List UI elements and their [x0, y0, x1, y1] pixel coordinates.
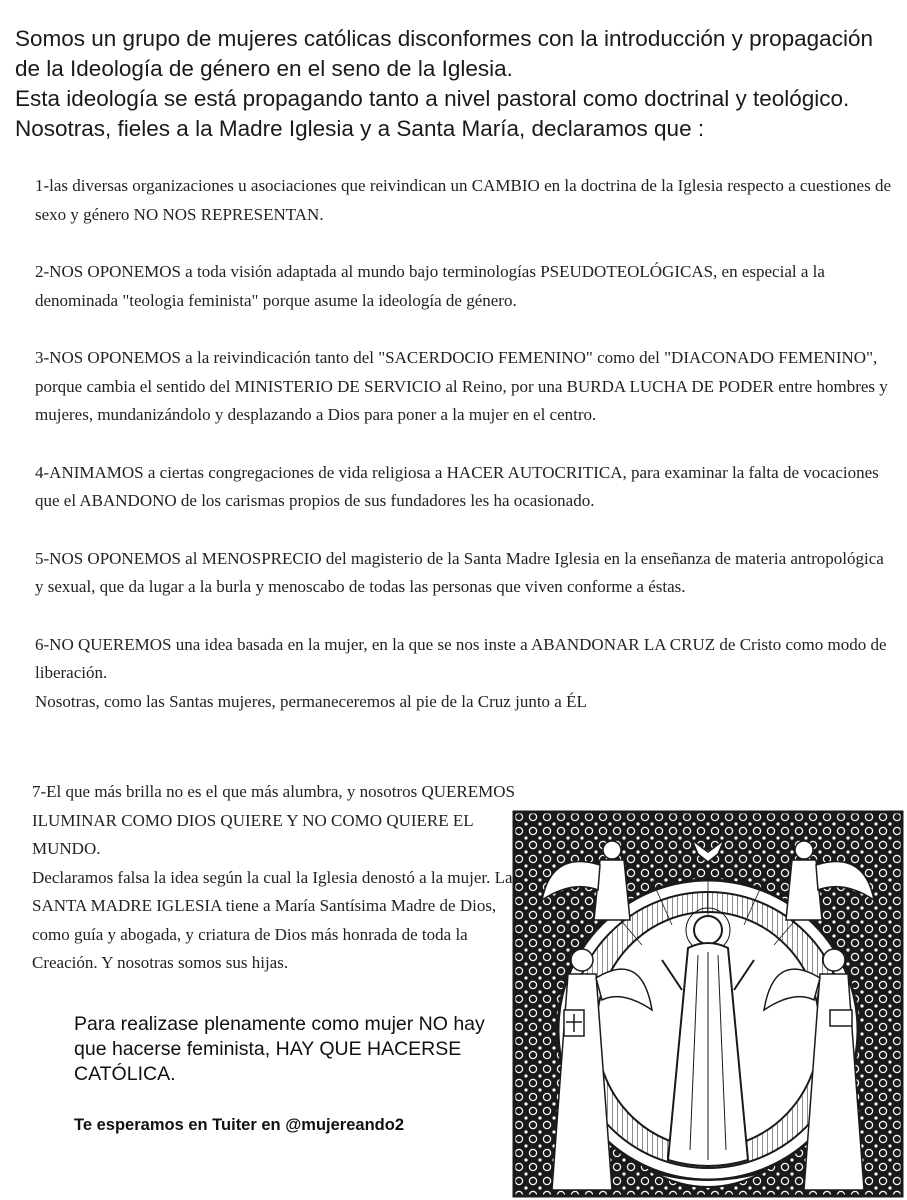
point-3: 3-NOS OPONEMOS a la reivindicación tanto del "SACERDOCIO FEMENINO" como del "DIACONADO FEMENINO", porque cambia el sentido del MINISTERIO DE SERVICIO al Reino, por una BURDA LUCHA DE PODER entre hombres y mujeres, mundanizándolo y desplazando a Dios para poner a la mujer en el centro. — [35, 348, 888, 424]
point-6-extra: Nosotras, como las Santas mujeres, permaneceremos al pie de la Cruz junto a ÉL — [35, 691, 587, 711]
point-7-text-2: Declaramos falsa la idea según la cual la Iglesia denostó a la mujer. La SANTA MADRE IGLESIA tiene a María Santísima Madre de Dios, como guía y abogada, y criatura de Dios más honrada de toda la Creación. Y nosotras somos sus hijas. — [32, 867, 513, 972]
point-1: 1-las diversas organizaciones u asociaciones que reivindican un CAMBIO en la doctrina de la Iglesia respecto a cuestiones de sexo y género NO NOS REPRESENTAN. — [35, 176, 892, 224]
intro-line-1: Somos un grupo de mujeres católicas disconformes con la introducción y propagación de la Ideología de género en el seno de la Iglesia. — [15, 26, 873, 81]
point-4: 4-ANIMAMOS a ciertas congregaciones de vida religiosa a HACER AUTOCRITICA, para examinar la falta de vocaciones que el ABANDONO de los carismas propios de sus fundadores les ha ocasionado. — [35, 462, 879, 510]
closing-message — [74, 1012, 514, 1087]
intro-line-3: Nosotras, fieles a la Madre Iglesia y a Santa María, declaramos que : — [15, 116, 705, 141]
twitter-cta: Te esperamos en Tuiter en @mujereando2 — [74, 1116, 404, 1134]
point-7-text-1: 7-El que más brilla no es el que más alumbra, y nosotros QUEREMOS ILUMINAR COMO DIOS QUIERE Y NO COMO QUIERE EL MUNDO. — [32, 782, 516, 858]
point-5: 5-NOS OPONEMOS al MENOSPRECIO del magisterio de la Santa Madre Iglesia en la enseñanza de materia antropológica y sexual, que da lugar a la burla y menoscabo de todas las personas que viven conforme a éstas. — [35, 548, 884, 596]
declaration-points — [35, 172, 895, 716]
intro-text — [15, 24, 895, 144]
intro-line-2: Esta ideología se está propagando tanto a nivel pastoral como doctrinal y teológico. — [15, 86, 850, 111]
point-2: 2-NOS OPONEMOS a toda visión adaptada al mundo bajo terminologías PSEUDOTEOLÓGICAS, en especial a la denominada "teologia feminista" porque asume la ideología de género. — [35, 262, 825, 310]
point-6: 6-NO QUEREMOS una idea basada en la mujer, en la que se nos inste a ABANDONAR LA CRUZ de Cristo como modo de liberación. — [35, 634, 887, 682]
point-7 — [32, 778, 517, 978]
closing-text: Para realizase plenamente como mujer NO hay que hacerse feminista, HAY QUE HACERSE CATÓLICA. — [74, 1013, 485, 1085]
marian-engraving-icon — [512, 810, 904, 1198]
